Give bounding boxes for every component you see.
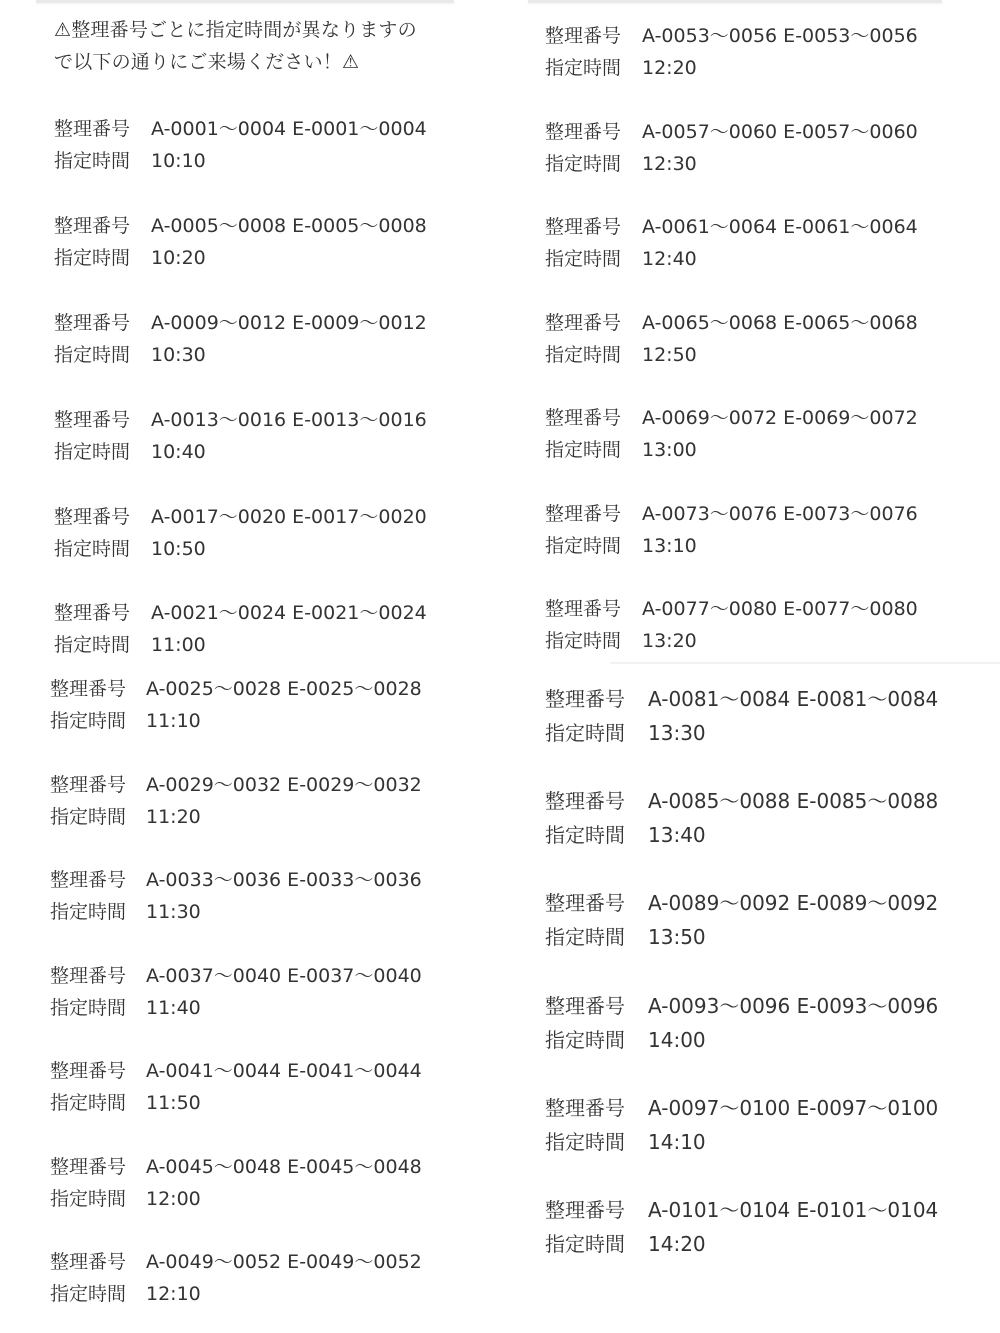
schedule-entry (545, 682, 938, 750)
number-label: 整理番号 (50, 1251, 127, 1273)
schedule-entry (545, 211, 918, 275)
time-label: 指定時間 (545, 823, 625, 847)
schedule-entry (545, 402, 918, 466)
number-range: A-0025〜0028 E-0025〜0028 (146, 678, 422, 700)
number-label: 整理番号 (545, 994, 625, 1018)
time-value: 12:30 (642, 153, 697, 175)
number-label: 整理番号 (54, 409, 131, 431)
number-range: A-0069〜0072 E-0069〜0072 (642, 407, 918, 429)
time-value: 13:20 (642, 630, 697, 652)
number-label: 整理番号 (545, 503, 622, 525)
time-label: 指定時間 (545, 439, 622, 461)
number-range: A-0021〜0024 E-0021〜0024 (151, 602, 427, 624)
time-value: 10:50 (151, 538, 206, 560)
number-label: 整理番号 (545, 1198, 625, 1222)
number-label: 整理番号 (50, 965, 127, 987)
time-value: 14:20 (648, 1232, 706, 1256)
time-value: 10:40 (151, 441, 206, 463)
schedule-entry (545, 1193, 938, 1261)
schedule-entry (50, 864, 422, 928)
schedule-entry (545, 116, 918, 180)
schedule-panel-top-left (0, 0, 470, 662)
time-label: 指定時間 (54, 441, 131, 463)
number-range: A-0001〜0004 E-0001〜0004 (151, 118, 427, 140)
schedule-entry (54, 113, 427, 177)
time-label: 指定時間 (545, 630, 622, 652)
time-value: 11:30 (146, 901, 201, 923)
time-value: 10:20 (151, 247, 206, 269)
number-label: 整理番号 (54, 118, 131, 140)
schedule-entry (50, 1246, 422, 1310)
number-label: 整理番号 (545, 687, 625, 711)
number-label: 整理番号 (545, 407, 622, 429)
number-range: A-0017〜0020 E-0017〜0020 (151, 506, 427, 528)
time-label: 指定時間 (54, 150, 131, 172)
time-label: 指定時間 (545, 721, 625, 745)
schedule-entry (54, 404, 427, 468)
time-label: 指定時間 (50, 997, 127, 1019)
time-label: 指定時間 (545, 248, 622, 270)
number-label: 整理番号 (545, 598, 622, 620)
number-label: 整理番号 (545, 891, 625, 915)
time-label: 指定時間 (545, 1232, 625, 1256)
schedule-entry (545, 593, 918, 657)
number-range: A-0057〜0060 E-0057〜0060 (642, 121, 918, 143)
time-value: 10:30 (151, 344, 206, 366)
number-range: A-0073〜0076 E-0073〜0076 (642, 503, 918, 525)
number-range: A-0085〜0088 E-0085〜0088 (648, 789, 939, 813)
schedule-entry (545, 886, 938, 954)
time-value: 12:00 (146, 1188, 201, 1210)
number-range: A-0089〜0092 E-0089〜0092 (648, 891, 939, 915)
number-label: 整理番号 (545, 25, 622, 47)
time-label: 指定時間 (545, 153, 622, 175)
number-range: A-0101〜0104 E-0101〜0104 (648, 1198, 939, 1222)
schedule-entry (54, 307, 427, 371)
schedule-panel-bottom-right (520, 662, 1000, 1333)
number-range: A-0049〜0052 E-0049〜0052 (146, 1251, 422, 1273)
number-label: 整理番号 (50, 678, 127, 700)
time-value: 13:30 (648, 721, 706, 745)
time-label: 指定時間 (54, 344, 131, 366)
time-label: 指定時間 (50, 1188, 127, 1210)
number-label: 整理番号 (50, 869, 127, 891)
time-label: 指定時間 (50, 901, 127, 923)
number-range: A-0033〜0036 E-0033〜0036 (146, 869, 422, 891)
schedule-entry (545, 307, 918, 371)
time-value: 13:10 (642, 535, 697, 557)
time-value: 12:20 (642, 57, 697, 79)
time-label: 指定時間 (50, 806, 127, 828)
time-value: 14:10 (648, 1130, 706, 1154)
number-range: A-0081〜0084 E-0081〜0084 (648, 687, 939, 711)
time-value: 12:50 (642, 344, 697, 366)
number-range: A-0093〜0096 E-0093〜0096 (648, 994, 939, 1018)
schedule-entry (50, 673, 422, 737)
time-value: 12:10 (146, 1283, 201, 1305)
time-label: 指定時間 (54, 634, 131, 656)
time-value: 14:00 (648, 1028, 706, 1052)
number-label: 整理番号 (545, 789, 625, 813)
schedule-entry (545, 784, 938, 852)
time-value: 11:10 (146, 710, 201, 732)
number-label: 整理番号 (50, 1060, 127, 1082)
schedule-entry (54, 501, 427, 565)
time-label: 指定時間 (545, 925, 625, 949)
time-label: 指定時間 (54, 247, 131, 269)
number-label: 整理番号 (50, 1156, 127, 1178)
number-range: A-0005〜0008 E-0005〜0008 (151, 215, 427, 237)
number-range: A-0097〜0100 E-0097〜0100 (648, 1096, 939, 1120)
time-label: 指定時間 (545, 1028, 625, 1052)
schedule-entry (545, 1091, 938, 1159)
schedule-entry (545, 20, 918, 84)
time-value: 11:00 (151, 634, 206, 656)
time-value: 11:40 (146, 997, 201, 1019)
number-label: 整理番号 (545, 121, 622, 143)
number-label: 整理番号 (54, 602, 131, 624)
number-range: A-0009〜0012 E-0009〜0012 (151, 312, 427, 334)
time-value: 11:20 (146, 806, 201, 828)
time-label: 指定時間 (545, 1130, 625, 1154)
time-value: 13:40 (648, 823, 706, 847)
number-range: A-0077〜0080 E-0077〜0080 (642, 598, 918, 620)
schedule-entry (50, 960, 422, 1024)
schedule-entry (54, 597, 427, 661)
time-value: 13:00 (642, 439, 697, 461)
time-value: 13:50 (648, 925, 706, 949)
schedule-panel-top-right (520, 0, 1000, 662)
time-label: 指定時間 (50, 1092, 127, 1114)
number-range: A-0065〜0068 E-0065〜0068 (642, 312, 918, 334)
number-range: A-0013〜0016 E-0013〜0016 (151, 409, 427, 431)
schedule-panel-bottom-left (0, 662, 470, 1333)
number-range: A-0045〜0048 E-0045〜0048 (146, 1156, 422, 1178)
number-label: 整理番号 (54, 312, 131, 334)
schedule-entry (545, 989, 938, 1057)
number-label: 整理番号 (54, 506, 131, 528)
time-value: 10:10 (151, 150, 206, 172)
number-label: 整理番号 (54, 215, 131, 237)
time-label: 指定時間 (545, 535, 622, 557)
time-label: 指定時間 (54, 538, 131, 560)
time-label: 指定時間 (50, 1283, 127, 1305)
schedule-entry (545, 498, 918, 562)
number-label: 整理番号 (545, 1096, 625, 1120)
number-label: 整理番号 (545, 312, 622, 334)
time-value: 11:50 (146, 1092, 201, 1114)
schedule-entry (54, 210, 427, 274)
number-range: A-0037〜0040 E-0037〜0040 (146, 965, 422, 987)
number-range: A-0053〜0056 E-0053〜0056 (642, 25, 918, 47)
number-range: A-0061〜0064 E-0061〜0064 (642, 216, 918, 238)
schedule-entry (50, 769, 422, 833)
number-label: 整理番号 (545, 216, 622, 238)
time-label: 指定時間 (545, 344, 622, 366)
number-range: A-0041〜0044 E-0041〜0044 (146, 1060, 422, 1082)
time-value: 12:40 (642, 248, 697, 270)
time-label: 指定時間 (545, 57, 622, 79)
number-label: 整理番号 (50, 774, 127, 796)
schedule-entry (50, 1151, 422, 1215)
schedule-entry (50, 1055, 422, 1119)
notice-text: ⚠整理番号ごとに指定時間が異なりますので以下の通りにご来場ください！⚠ (54, 19, 417, 73)
time-label: 指定時間 (50, 710, 127, 732)
number-range: A-0029〜0032 E-0029〜0032 (146, 774, 422, 796)
